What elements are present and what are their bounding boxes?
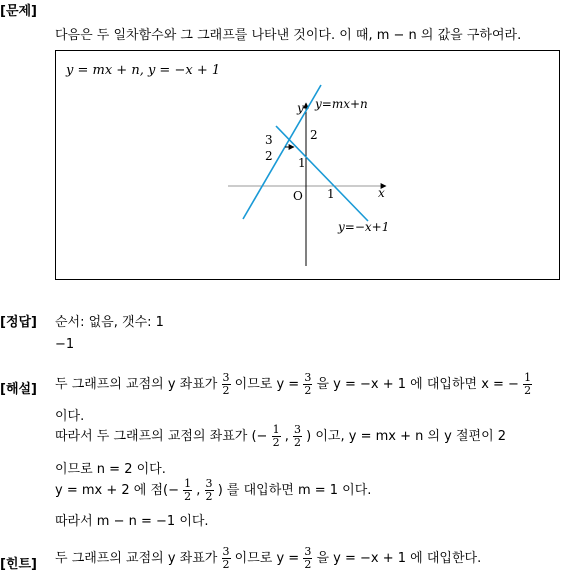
solution-line5-b: , xyxy=(196,483,201,498)
fraction-3-2: $\frac{3}{2}$ xyxy=(222,371,230,397)
solution-line3 xyxy=(55,424,506,449)
solution-line1-a: 두 그래프의 교점의 y 좌표가 xyxy=(55,377,218,392)
solution-line1-c: 을 y = −x + 1 에 대입하면 x = − xyxy=(316,377,519,392)
fraction-3-2: $\frac{3}{2}$ xyxy=(205,477,213,503)
problem-tag: [문제] xyxy=(0,4,37,19)
x-tick-label: 1 xyxy=(327,187,335,201)
problem-text: 다음은 두 일차함수와 그 그래프를 나타낸 것이다. 이 때, m − n 의 값을 구하여라. xyxy=(55,28,522,43)
fraction-3-2: $\frac{3}{2}$ xyxy=(222,545,230,571)
fraction-1-2: $\frac{1}{2}$ xyxy=(272,423,280,449)
hint-line xyxy=(55,546,481,571)
fraction-3-2: $\frac{3}{2}$ xyxy=(304,371,312,397)
y-tick-1: 1 xyxy=(298,156,306,170)
answer-tag: [정답] xyxy=(0,315,37,330)
origin-label: O xyxy=(293,189,303,203)
graph xyxy=(56,51,559,279)
y-tick-2: 2 xyxy=(310,128,318,142)
solution-line5-a: y = mx + 2 에 점(− xyxy=(55,483,179,498)
line-minus-x-plus-1 xyxy=(276,126,368,221)
fraction-1-2: $\frac{1}{2}$ xyxy=(184,477,192,503)
hint-text-c: 을 y = −x + 1 에 대입한다. xyxy=(316,551,482,566)
hint-tag: [힌트] xyxy=(0,557,37,572)
axis-x-label: x xyxy=(378,186,385,200)
solution-line2: 이다. xyxy=(55,409,85,424)
solution-line3-c: ) 이고, y = mx + n 의 y 절편이 2 xyxy=(306,429,507,444)
answer-line2: −1 xyxy=(55,337,75,352)
point-x-num: 3 xyxy=(265,133,273,147)
fraction-3-2: $\frac{3}{2}$ xyxy=(304,545,312,571)
solution-line1-b: 이므로 y = xyxy=(234,377,300,392)
equations-text: y = mx + n, y = −x + 1 xyxy=(66,63,221,78)
point-x-den: 2 xyxy=(265,149,273,163)
figure-box xyxy=(55,50,560,280)
answer-line1: 순서: 없음, 갯수: 1 xyxy=(55,315,164,330)
solution-line3-a: 따라서 두 그래프의 교점의 좌표가 (− xyxy=(55,429,268,444)
solution-line6: 따라서 m − n = −1 이다. xyxy=(55,514,209,529)
solution-line4: 이므로 n = 2 이다. xyxy=(55,462,166,477)
fraction-3-2: $\frac{3}{2}$ xyxy=(294,423,302,449)
hint-text-a: 두 그래프의 교점의 y 좌표가 xyxy=(55,551,218,566)
solution-line5 xyxy=(55,478,371,503)
axis-y-label: y xyxy=(297,101,304,115)
hint-text-b: 이므로 y = xyxy=(234,551,300,566)
solution-line3-b: , xyxy=(284,429,289,444)
solution-line1 xyxy=(55,372,532,397)
solution-line5-c: ) 를 대입하면 m = 1 이다. xyxy=(217,483,372,498)
line1-label: y=mx+n xyxy=(315,97,368,111)
line-mx-plus-n xyxy=(243,85,321,219)
solution-tag: [해설] xyxy=(0,382,37,397)
line2-label: y=−x+1 xyxy=(338,220,390,234)
fraction-1-2: $\frac{1}{2}$ xyxy=(524,371,532,397)
